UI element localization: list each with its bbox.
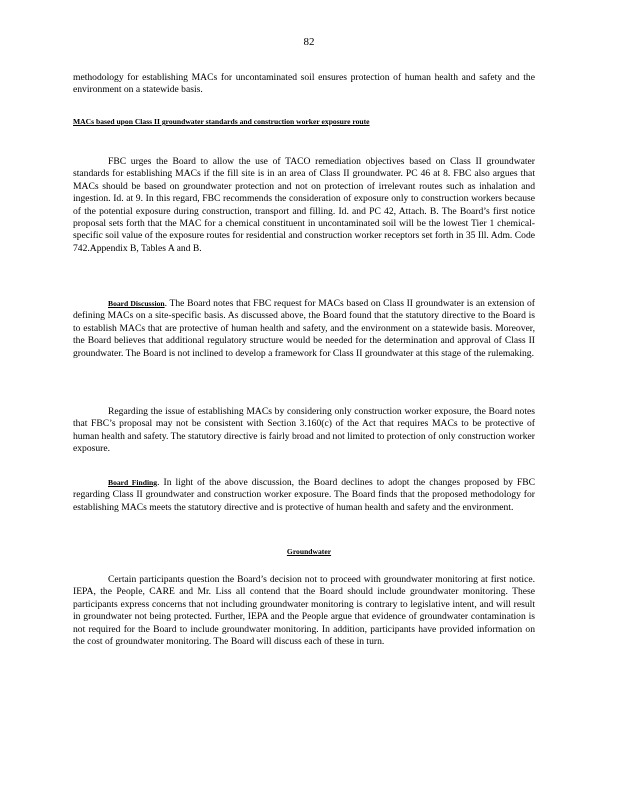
intro-paragraph: methodology for establishing MACs for uncontaminated soil ensures protection of human health and safety and the environment on a statewide basis. [73, 72, 535, 96]
paragraph-board-discussion [73, 298, 535, 360]
paragraph-construction-worker: Regarding the issue of establishing MACs by considering only construction worker exposure, the Board notes that FBC’s proposal may not be consistent with Section 3.160(c) of the Act that requires MACs to be protective of human health and safety. The statutory directive is fairly broad and not limited to protection of only construction worker exposure. [73, 406, 535, 455]
board-discussion-heading: Board Discussion [108, 299, 165, 308]
paragraph-fbc-request: FBC urges the Board to allow the use of TACO remediation objectives based on Class II groundwater standards for establishing MACs if the fill site is in an area of Class II groundwater. PC 46 at 8. FBC also argues that MACs should be based on groundwater protection and not on protection of irrelevant routes such as inhalation and ingestion. Id. at 9. In this regard, FBC recommends the consideration of exposure only to construction workers because of the potential exposure during construction, transport and filling. Id. and PC 42, Attach. B. The Board’s first notice proposal sets forth that the MAC for a chemical constituent in uncontaminated soil will be the lowest Tier 1 chemical-specific soil value of the exposure routes for residential and construction worker receptors set forth in 35 Ill. Adm. Code 742.Appendix B, Tables A and B. [73, 156, 535, 254]
board-discussion-text: . The Board notes that FBC request for MACs based on Class II groundwater is an extension of defining MACs on a site-specific basis. As discussed above, the Board found that the statutory directive to the Board is to establish MACs that are protective of human health and safety, and the environment on a statewide basis. Moreover, the Board believes that additional regulatory structure would be needed for the determination and approval of Class II groundwater. The Board is not inclined to develop a framework for Class II groundwater at this stage of the rulemaking. [73, 298, 535, 359]
section-heading: MACs based upon Class II groundwater standards and construction worker exposure route [73, 117, 370, 126]
paragraph-groundwater: Certain participants question the Board’s decision not to proceed with groundwater monitoring at first notice. IEPA, the People, CARE and Mr. Liss all contend that the Board should include groundwater monitoring. These participants express concerns that not including groundwater monitoring is contrary to legislative intent, and will result in groundwater not being protected. Further, IEPA and the People argue that evidence of groundwater contamination is not required for the Board to include groundwater monitoring. In addition, participants have provided information on the cost of groundwater monitoring. The Board will discuss each of these in turn. [73, 574, 535, 648]
groundwater-heading: Groundwater [286, 547, 332, 556]
board-finding-heading: Board Finding [108, 478, 158, 487]
page-number: 82 [303, 36, 315, 48]
board-finding-text: . In light of the above discussion, the Board declines to adopt the changes proposed by FBC regarding Class II groundwater and construction worker exposure. The Board finds that the proposed methodology for establishing MACs meets the statutory directive and is protective of human health and safety and the environment. [73, 477, 535, 513]
paragraph-board-finding [73, 477, 535, 514]
